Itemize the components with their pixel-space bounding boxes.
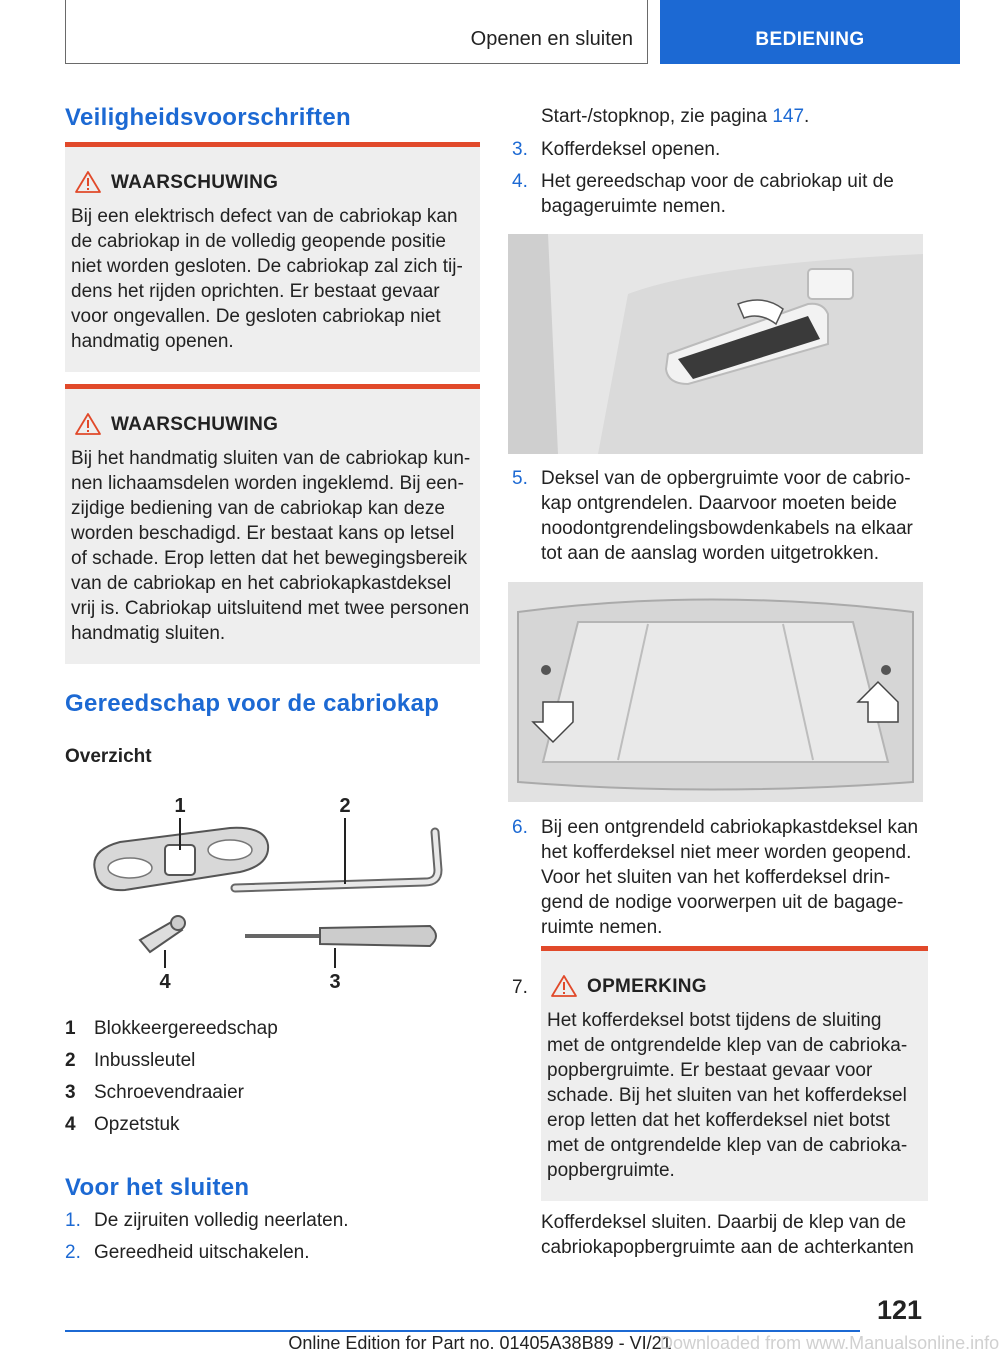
figure-label-2: 2	[339, 795, 351, 817]
text-line: de cabriokap in de volledig geopende positie	[71, 231, 446, 252]
step-item	[512, 815, 932, 940]
heading-safety: Veiligheidsvoorschriften	[65, 104, 351, 131]
text-line: schade. Bij het sluiten van het kofferdeksel	[547, 1085, 907, 1106]
continued-line: Start-/stopknop, zie pagina	[541, 106, 773, 127]
header-section-title: Openen en sluiten	[470, 28, 633, 50]
text-line: Deksel van de opbergruimte voor de cabrio-	[541, 468, 911, 489]
step-number: 6.	[512, 817, 528, 838]
text-line: bagageruimte nemen.	[541, 196, 726, 217]
trunk-side-drawing	[508, 234, 923, 454]
trunk-side-photo	[508, 234, 923, 454]
text-line: Voor het sluiten van het kofferdeksel drin-	[541, 867, 891, 888]
text-line: of schade. Erop letten dat het bewegingsbereik	[71, 548, 468, 569]
step-text: Kofferdeksel openen.	[541, 139, 721, 160]
screwdriver-drawing	[245, 926, 436, 946]
footer-divider	[65, 1330, 860, 1332]
legend-text: Opzetstuk	[94, 1114, 180, 1135]
note-text	[547, 1008, 924, 1183]
warning-text	[71, 446, 476, 646]
text-line: Bij het handmatig sluiten van de cabriokap kun-	[71, 448, 471, 469]
text-line: dens het rijden oprichten. Er bestaat gevaar	[71, 281, 440, 302]
legend-text: Schroevendraaier	[94, 1082, 244, 1103]
text-line: voor ongevallen. De gesloten cabriokap niet	[71, 306, 441, 327]
text-line: popbergruimte. Er bestaat gevaar voor	[547, 1060, 873, 1081]
legend-number: 2	[65, 1050, 76, 1071]
step-item	[65, 1208, 465, 1233]
legend-number: 4	[65, 1114, 76, 1135]
legend-item	[65, 1048, 465, 1073]
trunk-interior-photo	[508, 582, 923, 802]
text-line: popbergruimte.	[547, 1160, 675, 1181]
step-number: 2.	[65, 1242, 81, 1263]
page-number: 121	[876, 1295, 922, 1325]
text-line: gend de nodige voorwerpen uit de bagage-	[541, 892, 904, 913]
legend-text: Blokkeergereedschap	[94, 1018, 278, 1039]
step-number: 4.	[512, 171, 528, 192]
text-line: worden beschadigd. Er bestaat kans op letsel	[71, 523, 455, 544]
step-item	[512, 169, 932, 219]
figure-label-3: 3	[329, 971, 341, 993]
warning-triangle-icon	[551, 975, 577, 997]
step-number: 3.	[512, 139, 528, 160]
warning-title: WAARSCHUWING	[111, 414, 279, 435]
step-text	[541, 169, 894, 219]
footer-edition	[0, 1333, 999, 1354]
step-number: 1.	[65, 1210, 81, 1231]
header-section-box	[65, 0, 648, 64]
continued-text	[541, 104, 809, 129]
warning-box-1	[65, 142, 480, 372]
legend-number: 3	[65, 1082, 76, 1103]
text-line: Kofferdeksel sluiten. Daarbij de klep van de	[541, 1212, 907, 1233]
text-line: cabriokapopbergruimte aan de achterkanten	[541, 1237, 914, 1258]
legend-text: Inbussleutel	[94, 1050, 196, 1071]
text-line: Bij een ontgrendeld cabriokapkastdeksel kan	[541, 817, 919, 838]
legend-number: 1	[65, 1018, 76, 1039]
step-item	[512, 137, 932, 162]
step-text	[541, 466, 913, 566]
text-line: met de ontgrendelde klep van de cabrioka-	[547, 1135, 908, 1156]
warning-triangle-icon	[75, 413, 101, 435]
footer-edition-text: Online Edition for Part no. 01405A38B89 - VI/21	[288, 1333, 672, 1353]
warning-text	[71, 204, 476, 354]
step-item	[65, 1240, 465, 1265]
step-text: Gereedheid uitschakelen.	[94, 1242, 310, 1263]
closing-text	[541, 1210, 931, 1260]
legend-item	[65, 1112, 465, 1137]
subheading-overview: Overzicht	[65, 746, 152, 767]
blocking-tool-drawing	[94, 828, 268, 890]
note-title: OPMERKING	[587, 976, 707, 997]
continued-end: .	[804, 106, 810, 127]
text-line: Het kofferdeksel botst tijdens de sluiting	[547, 1010, 882, 1031]
text-line: zijdige bediening van de cabriokap kan deze	[71, 498, 445, 519]
warning-box-2	[65, 384, 480, 664]
text-line: kap ontgrendelen. Daarvoor moeten beide	[541, 493, 897, 514]
figure-label-1: 1	[174, 795, 186, 817]
text-line: ruimte nemen.	[541, 917, 663, 938]
text-line: Bij een elektrisch defect van de cabriokap kan	[71, 206, 458, 227]
text-line: noodontgrendelingsbowdenkabels na elkaar	[541, 518, 913, 539]
text-line: met de ontgrendelde klep van de cabrioka-	[547, 1035, 908, 1056]
heading-before-closing: Voor het sluiten	[65, 1174, 250, 1201]
text-line: van de cabriokap en het cabriokapkastdeksel	[71, 573, 452, 594]
figure-label-4: 4	[159, 971, 171, 993]
watermark-text: Downloaded from www.Manualsonline.info	[660, 1333, 999, 1353]
warning-triangle-icon	[75, 171, 101, 193]
step-text	[541, 815, 918, 940]
legend-item	[65, 1080, 465, 1105]
step-number: 5.	[512, 468, 528, 489]
note-box	[541, 946, 928, 1201]
text-line: handmatig openen.	[71, 331, 234, 352]
attachment-drawing	[140, 916, 185, 952]
tools-illustration	[80, 790, 470, 995]
warning-title: WAARSCHUWING	[111, 172, 279, 193]
heading-tools: Gereedschap voor de cabriokap	[65, 690, 440, 717]
step-item	[512, 466, 932, 566]
text-line: tot aan de aanslag worden uitgetrokken.	[541, 543, 880, 564]
step-text: De zijruiten volledig neerlaten.	[94, 1210, 349, 1231]
header-chapter-label: BEDIENING	[755, 29, 865, 50]
legend-item	[65, 1016, 465, 1041]
trunk-interior-drawing	[508, 582, 923, 802]
header-chapter-tab	[660, 0, 960, 64]
text-line: Het gereedschap voor de cabriokap uit de	[541, 171, 894, 192]
page-reference-link[interactable]: 147	[772, 106, 805, 127]
text-line: niet worden gesloten. De cabriokap zal zich tij-	[71, 256, 463, 277]
text-line: handmatig sluiten.	[71, 623, 226, 644]
text-line: nen lichaamsdelen worden ingeklemd. Bij een-	[71, 473, 464, 494]
text-line: vrij is. Cabriokap uitsluitend met twee personen	[71, 598, 470, 619]
step-number: 7.	[512, 977, 528, 998]
text-line: erop letten dat het kofferdeksel niet botst	[547, 1110, 890, 1131]
text-line: het kofferdeksel niet meer worden geopend.	[541, 842, 912, 863]
